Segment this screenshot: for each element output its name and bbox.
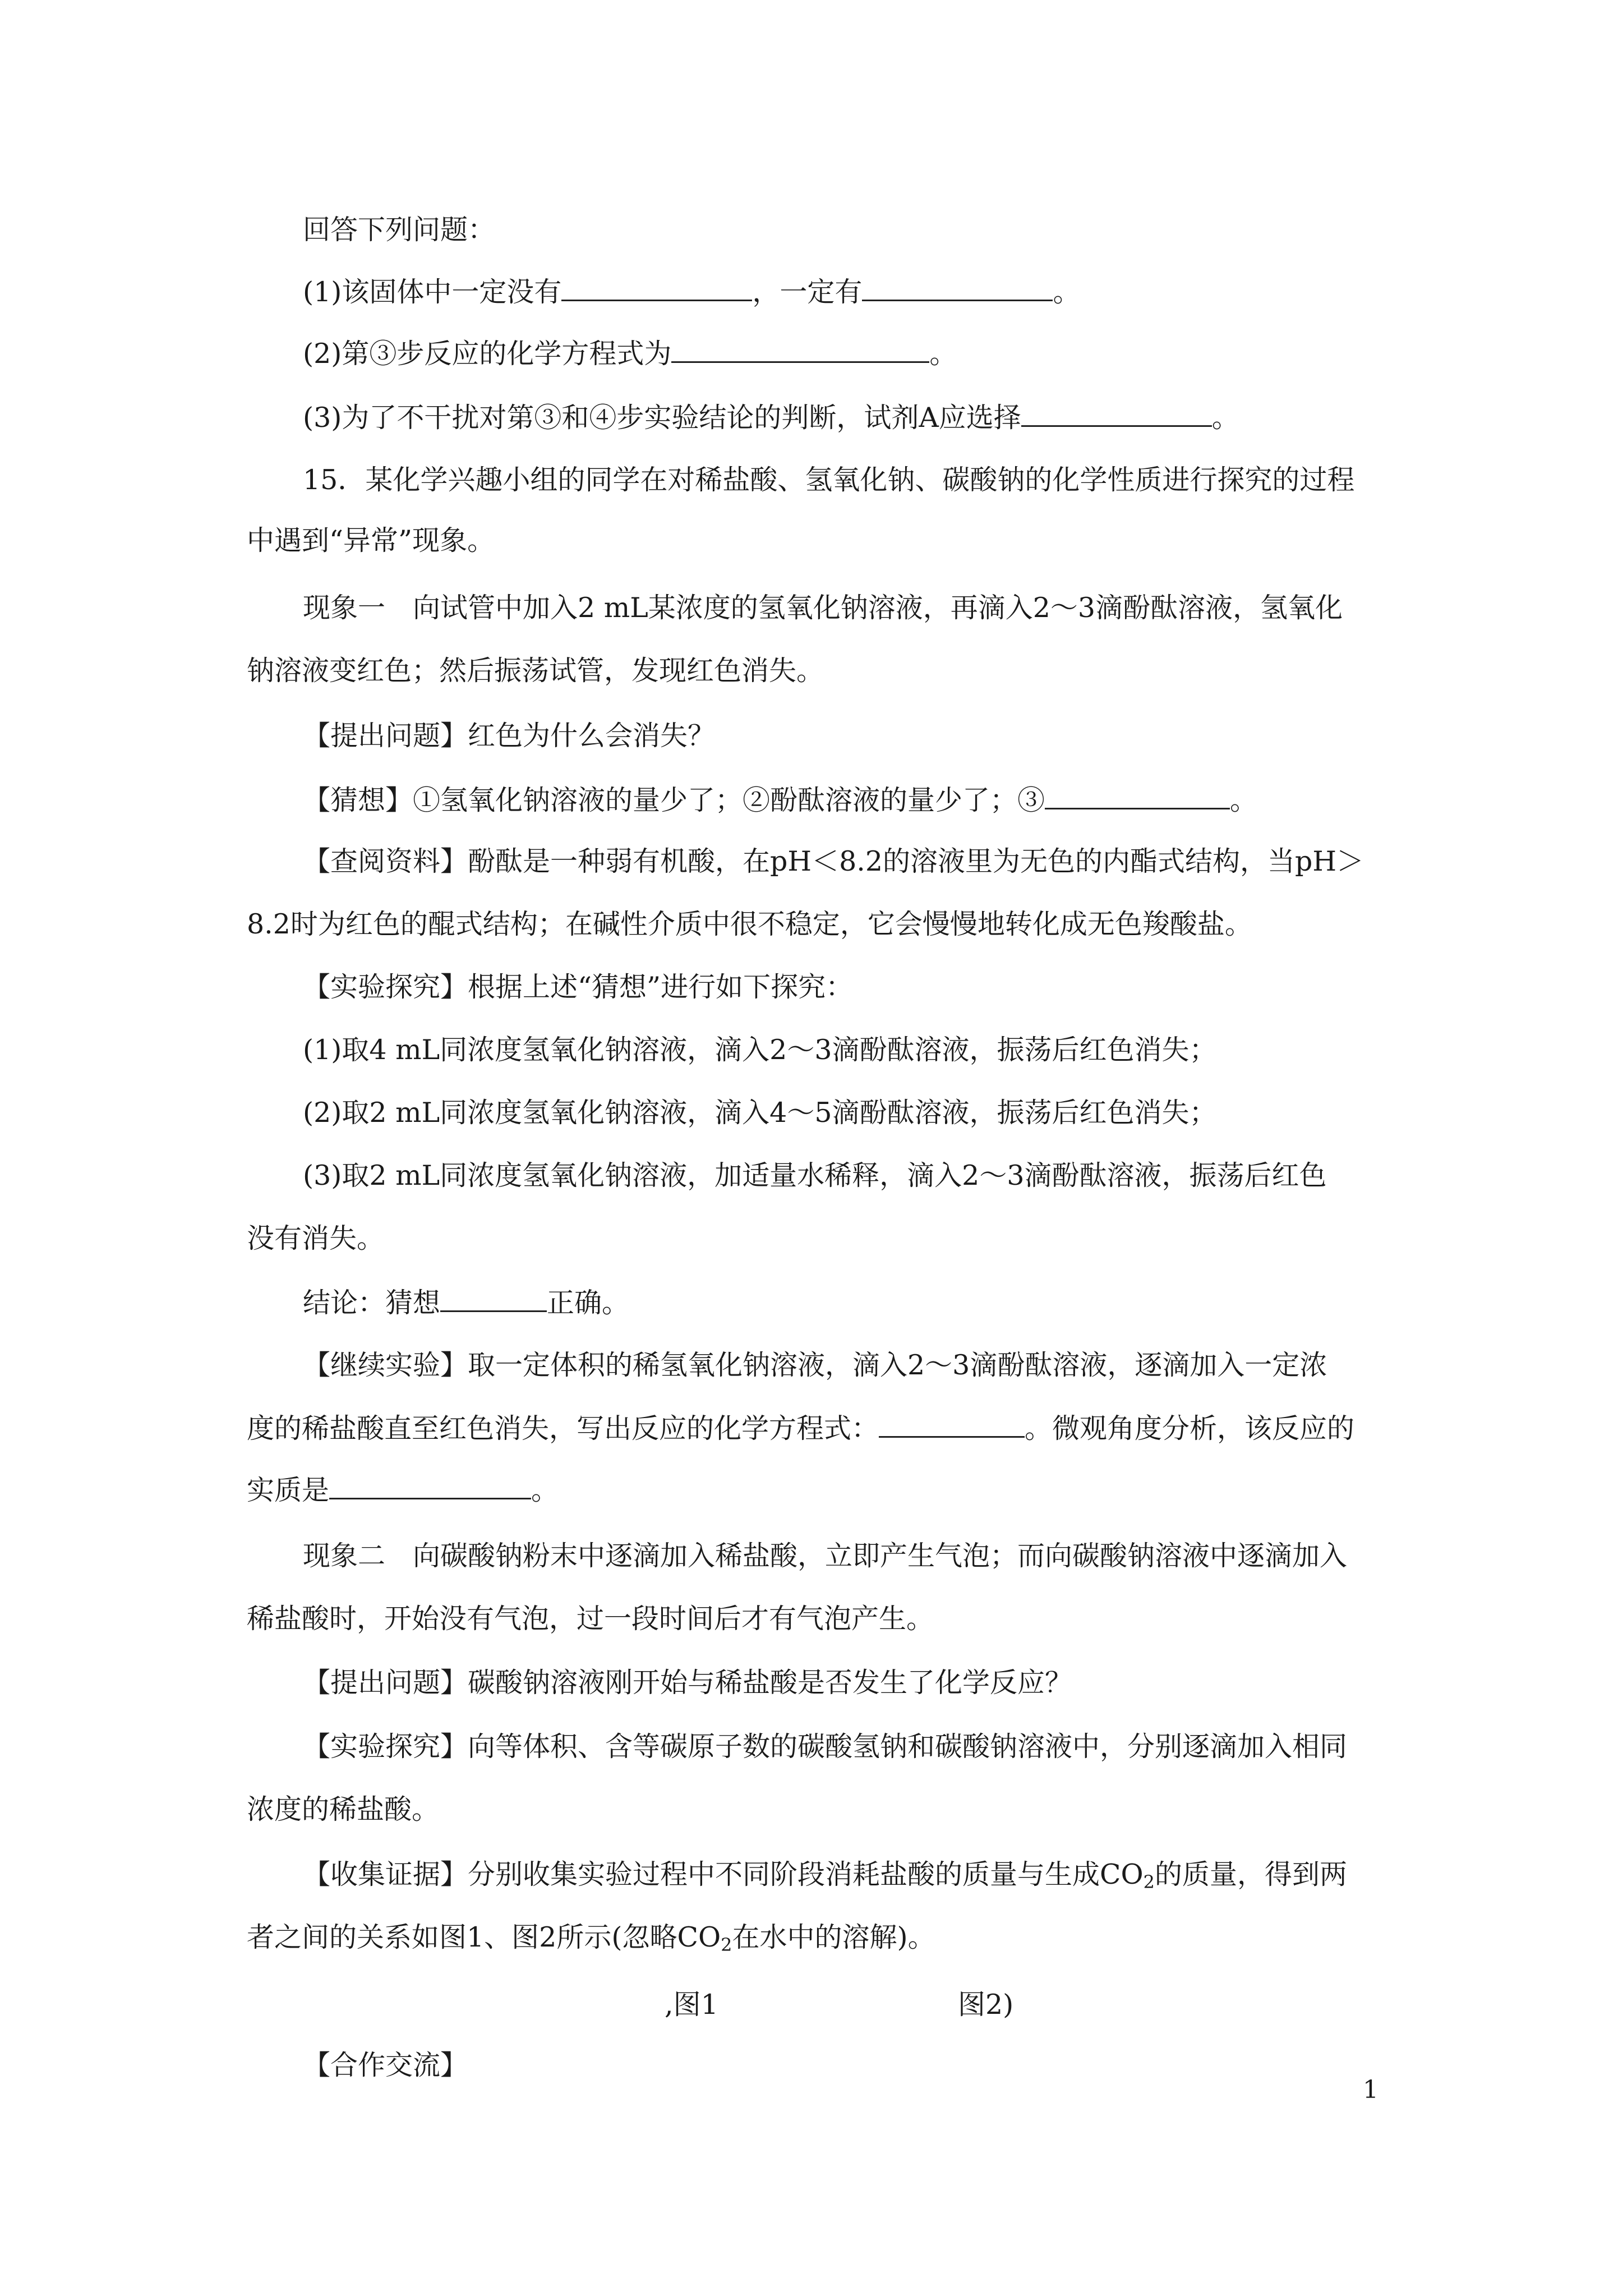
answer-blank[interactable]	[862, 275, 1053, 301]
q14-part2	[303, 337, 1447, 371]
text: 。	[1230, 784, 1258, 816]
answer-blank[interactable]	[440, 1286, 547, 1312]
text: ,图1	[665, 1989, 718, 2021]
text: 15．某化学兴趣小组的同学在对稀盐酸、氢氧化钠、碳酸钠的化学性质进行探究的过程	[303, 464, 1355, 496]
q15-stem-line1	[303, 463, 1447, 497]
text: 【合作交流】	[303, 2049, 468, 2081]
text: 浓度的稀盐酸。	[247, 1793, 440, 1825]
experiment-3-line2	[247, 1222, 1391, 1255]
text: 【继续实验】取一定体积的稀氢氧化钠溶液，滴入2～3滴酚酞溶液，逐滴加入一定浓	[303, 1349, 1327, 1381]
q14-intro	[303, 213, 1447, 247]
text: 【猜想】①氢氧化钠溶液的量少了；②酚酞溶液的量少了；③	[303, 784, 1045, 816]
phenomenon2-line1	[303, 1539, 1447, 1573]
text: 8.2时为红色的醌式结构；在碱性介质中很不稳定，它会慢慢地转化成无色羧酸盐。	[247, 908, 1252, 940]
q15-stem-line2	[247, 524, 1391, 558]
text: 。	[929, 338, 957, 370]
explore2-line2	[247, 1793, 1391, 1826]
text: 实质是	[247, 1474, 330, 1506]
figure-1-caption	[665, 1988, 718, 2022]
text: 结论：猜想	[303, 1287, 441, 1319]
text: 没有消失。	[247, 1222, 385, 1254]
text: 现象二 向碳酸钠粉末中逐滴加入稀盐酸，立即产生气泡；而向碳酸钠溶液中逐滴加入	[303, 1540, 1348, 1572]
answer-blank[interactable]	[1021, 401, 1212, 427]
info-line1	[303, 845, 1447, 878]
question-heading	[303, 719, 1447, 753]
text: 【查阅资料】酚酞是一种弱有机酸，在pH＜8.2的溶液里为无色的内酯式结构，当pH＞	[303, 845, 1364, 877]
text: 回答下列问题：	[303, 214, 496, 246]
text: 图2)	[958, 1989, 1014, 2021]
info-line2	[247, 908, 1391, 941]
answer-blank[interactable]	[1045, 783, 1230, 809]
answer-blank[interactable]	[879, 1411, 1025, 1438]
q14-part3	[303, 401, 1447, 435]
text: 者之间的关系如图1、图2所示(忽略CO	[247, 1921, 721, 1953]
explore2-line1	[303, 1730, 1447, 1764]
text: 中遇到“异常”现象。	[247, 524, 495, 556]
experiment-3-line1	[303, 1159, 1447, 1193]
answer-blank[interactable]	[329, 1473, 531, 1499]
continue-line3	[247, 1473, 1391, 1507]
text: 正确。	[547, 1287, 630, 1319]
text: 在水中的溶解)。	[732, 1921, 935, 1953]
guess-line	[303, 783, 1447, 817]
text: (2)取2 mL同浓度氢氧化钠溶液，滴入4～5滴酚酞溶液，振荡后红色消失；	[303, 1097, 1217, 1129]
experiment-2	[303, 1096, 1447, 1130]
phenomenon2-line2	[247, 1602, 1391, 1636]
text: (3)取2 mL同浓度氢氧化钠溶液，加适量水稀释，滴入2～3滴酚酞溶液，振荡后红色	[303, 1159, 1327, 1191]
question2-heading	[303, 1666, 1447, 1700]
subscript: 2	[721, 1934, 732, 1955]
evidence-line2	[247, 1921, 1391, 1954]
q14-part1	[303, 275, 1447, 309]
experiment-1	[303, 1033, 1447, 1067]
text: (1)该固体中一定没有	[303, 276, 562, 308]
answer-blank[interactable]	[561, 275, 752, 301]
text: (2)第③步反应的化学方程式为	[303, 338, 672, 370]
cooperation-heading	[303, 2049, 1447, 2082]
explore-heading	[303, 970, 1447, 1004]
text: 现象一 向试管中加入2 mL某浓度的氢氧化钠溶液，再滴入2～3滴酚酞溶液，氢氧化	[303, 592, 1343, 624]
text: 。	[1211, 402, 1239, 434]
text: (1)取4 mL同浓度氢氧化钠溶液，滴入2～3滴酚酞溶液，振荡后红色消失；	[303, 1034, 1217, 1066]
text: 稀盐酸时，开始没有气泡，过一段时间后才有气泡产生。	[247, 1603, 934, 1635]
text: (3)为了不干扰对第③和④步实验结论的判断，试剂A应选择	[303, 402, 1021, 434]
text: 。微观角度分析，该反应的	[1025, 1412, 1355, 1444]
answer-blank[interactable]	[671, 337, 929, 363]
text: 。	[531, 1474, 559, 1506]
text: 【提出问题】碳酸钠溶液刚开始与稀盐酸是否发生了化学反应？	[303, 1667, 1073, 1699]
phenomenon1-line2	[247, 654, 1391, 688]
text: 度的稀盐酸直至红色消失，写出反应的化学方程式：	[247, 1412, 879, 1444]
phenomenon1-line1	[303, 591, 1447, 625]
text: 【实验探究】根据上述“猜想”进行如下探究：	[303, 971, 854, 1003]
text: 钠溶液变红色；然后振荡试管，发现红色消失。	[247, 655, 824, 687]
text: ，一定有	[752, 276, 863, 308]
continue-line2	[247, 1411, 1391, 1446]
text: 【实验探究】向等体积、含等碳原子数的碳酸氢钠和碳酸钠溶液中，分别逐滴加入相同	[303, 1731, 1348, 1763]
text: 【收集证据】分别收集实验过程中不同阶段消耗盐酸的质量与生成CO	[303, 1858, 1144, 1890]
figure-2-caption	[958, 1988, 1013, 2022]
conclusion-line	[303, 1286, 1447, 1320]
evidence-line1	[303, 1858, 1447, 1892]
subscript: 2	[1143, 1871, 1155, 1893]
text: 【提出问题】红色为什么会消失？	[303, 720, 716, 752]
continue-line1	[303, 1349, 1447, 1382]
text: 的质量，得到两	[1155, 1858, 1348, 1890]
page-number: 1	[1363, 2076, 1378, 2104]
text: 。	[1053, 276, 1081, 308]
